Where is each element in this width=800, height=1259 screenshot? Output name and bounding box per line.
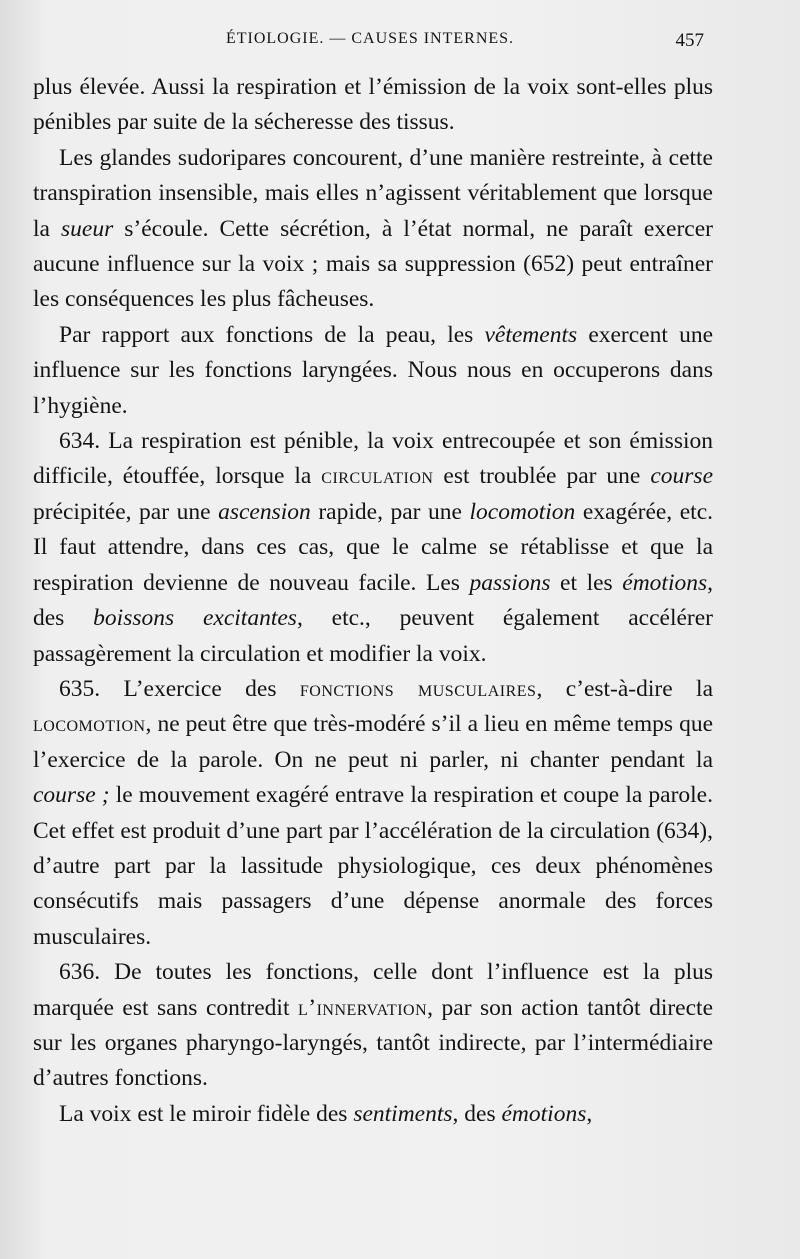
paragraph-636: 636. De toutes les fonctions, celle dont l’influence est la plus marquée est sans contredit l’innervation, par son action tantôt directe sur les organes pharyngo-laryngés, tantôt indirecte, par l’intermédiaire d’autres fonctions. bbox=[33, 959, 714, 1092]
paragraph-continuation: plus élevée. Aussi la respiration et l’émission de la voix sont-elles plus pénibles par suite de la sécheresse des tissus. bbox=[33, 74, 713, 136]
section-number: 635. bbox=[59, 675, 101, 702]
paragraph-635: 635. L’exercice des fonctions musculaires, c’est-à-dire la locomotion, ne peut être que très-modéré s’il a lieu en même temps que l’exercice de la parole. On ne peut ni parler, ni chanter pendant la course ; le mouvement exagéré entrave la respiration et coupe la parole. Cet effet est produit d’une part par l’accélération de la circulation (634), d’autre part par la lassitude physiologique, ces deux phénomènes consécutifs mais passagers d’une dépense anormale des forces musculaires. bbox=[33, 675, 713, 950]
running-head: ÉTIOLOGIE. — CAUSES INTERNES. bbox=[225, 30, 515, 47]
paragraph-sweat-glands: Les glandes sudoripares concourent, d’une manière restreinte, à cette transpiration insensible, mais elles n’agissent véritablement que lorsque la sueur s’écoule. Cette sécrétion, à l’état normal, ne paraît exercer aucune influence sur la voix ; mais sa suppression (652) peut entraîner les conséquences les plus fâcheuses. bbox=[33, 144, 713, 313]
page-number: 457 bbox=[675, 30, 704, 51]
page-header bbox=[36, 30, 704, 60]
paragraph-clothing: Par rapport aux fonctions de la peau, les vêtements exercent une influence sur les fonctions laryngées. Nous nous en occuperons dans l’hygiène. bbox=[33, 321, 714, 419]
section-number: 634. bbox=[59, 428, 101, 455]
paragraph-634: 634. La respiration est pénible, la voix entrecoupée et son émission difficile, étouffée, lorsque la circulation est troublée par une course précipitée, par une ascension rapide, par une locomotion exagérée, etc. Il faut attendre, dans ces cas, que le calme se rétablisse et que la respiration devienne de nouveau facile. Les passions et les émotions, des boissons excitantes, etc., peuvent également accélérer passagèrement la circulation et modifier la voix. bbox=[33, 428, 714, 667]
body-text bbox=[33, 70, 713, 1132]
paragraph-voice-mirror: La voix est le miroir fidèle des sentiments, des émotions, bbox=[59, 1100, 593, 1127]
section-number: 636. bbox=[59, 959, 101, 986]
